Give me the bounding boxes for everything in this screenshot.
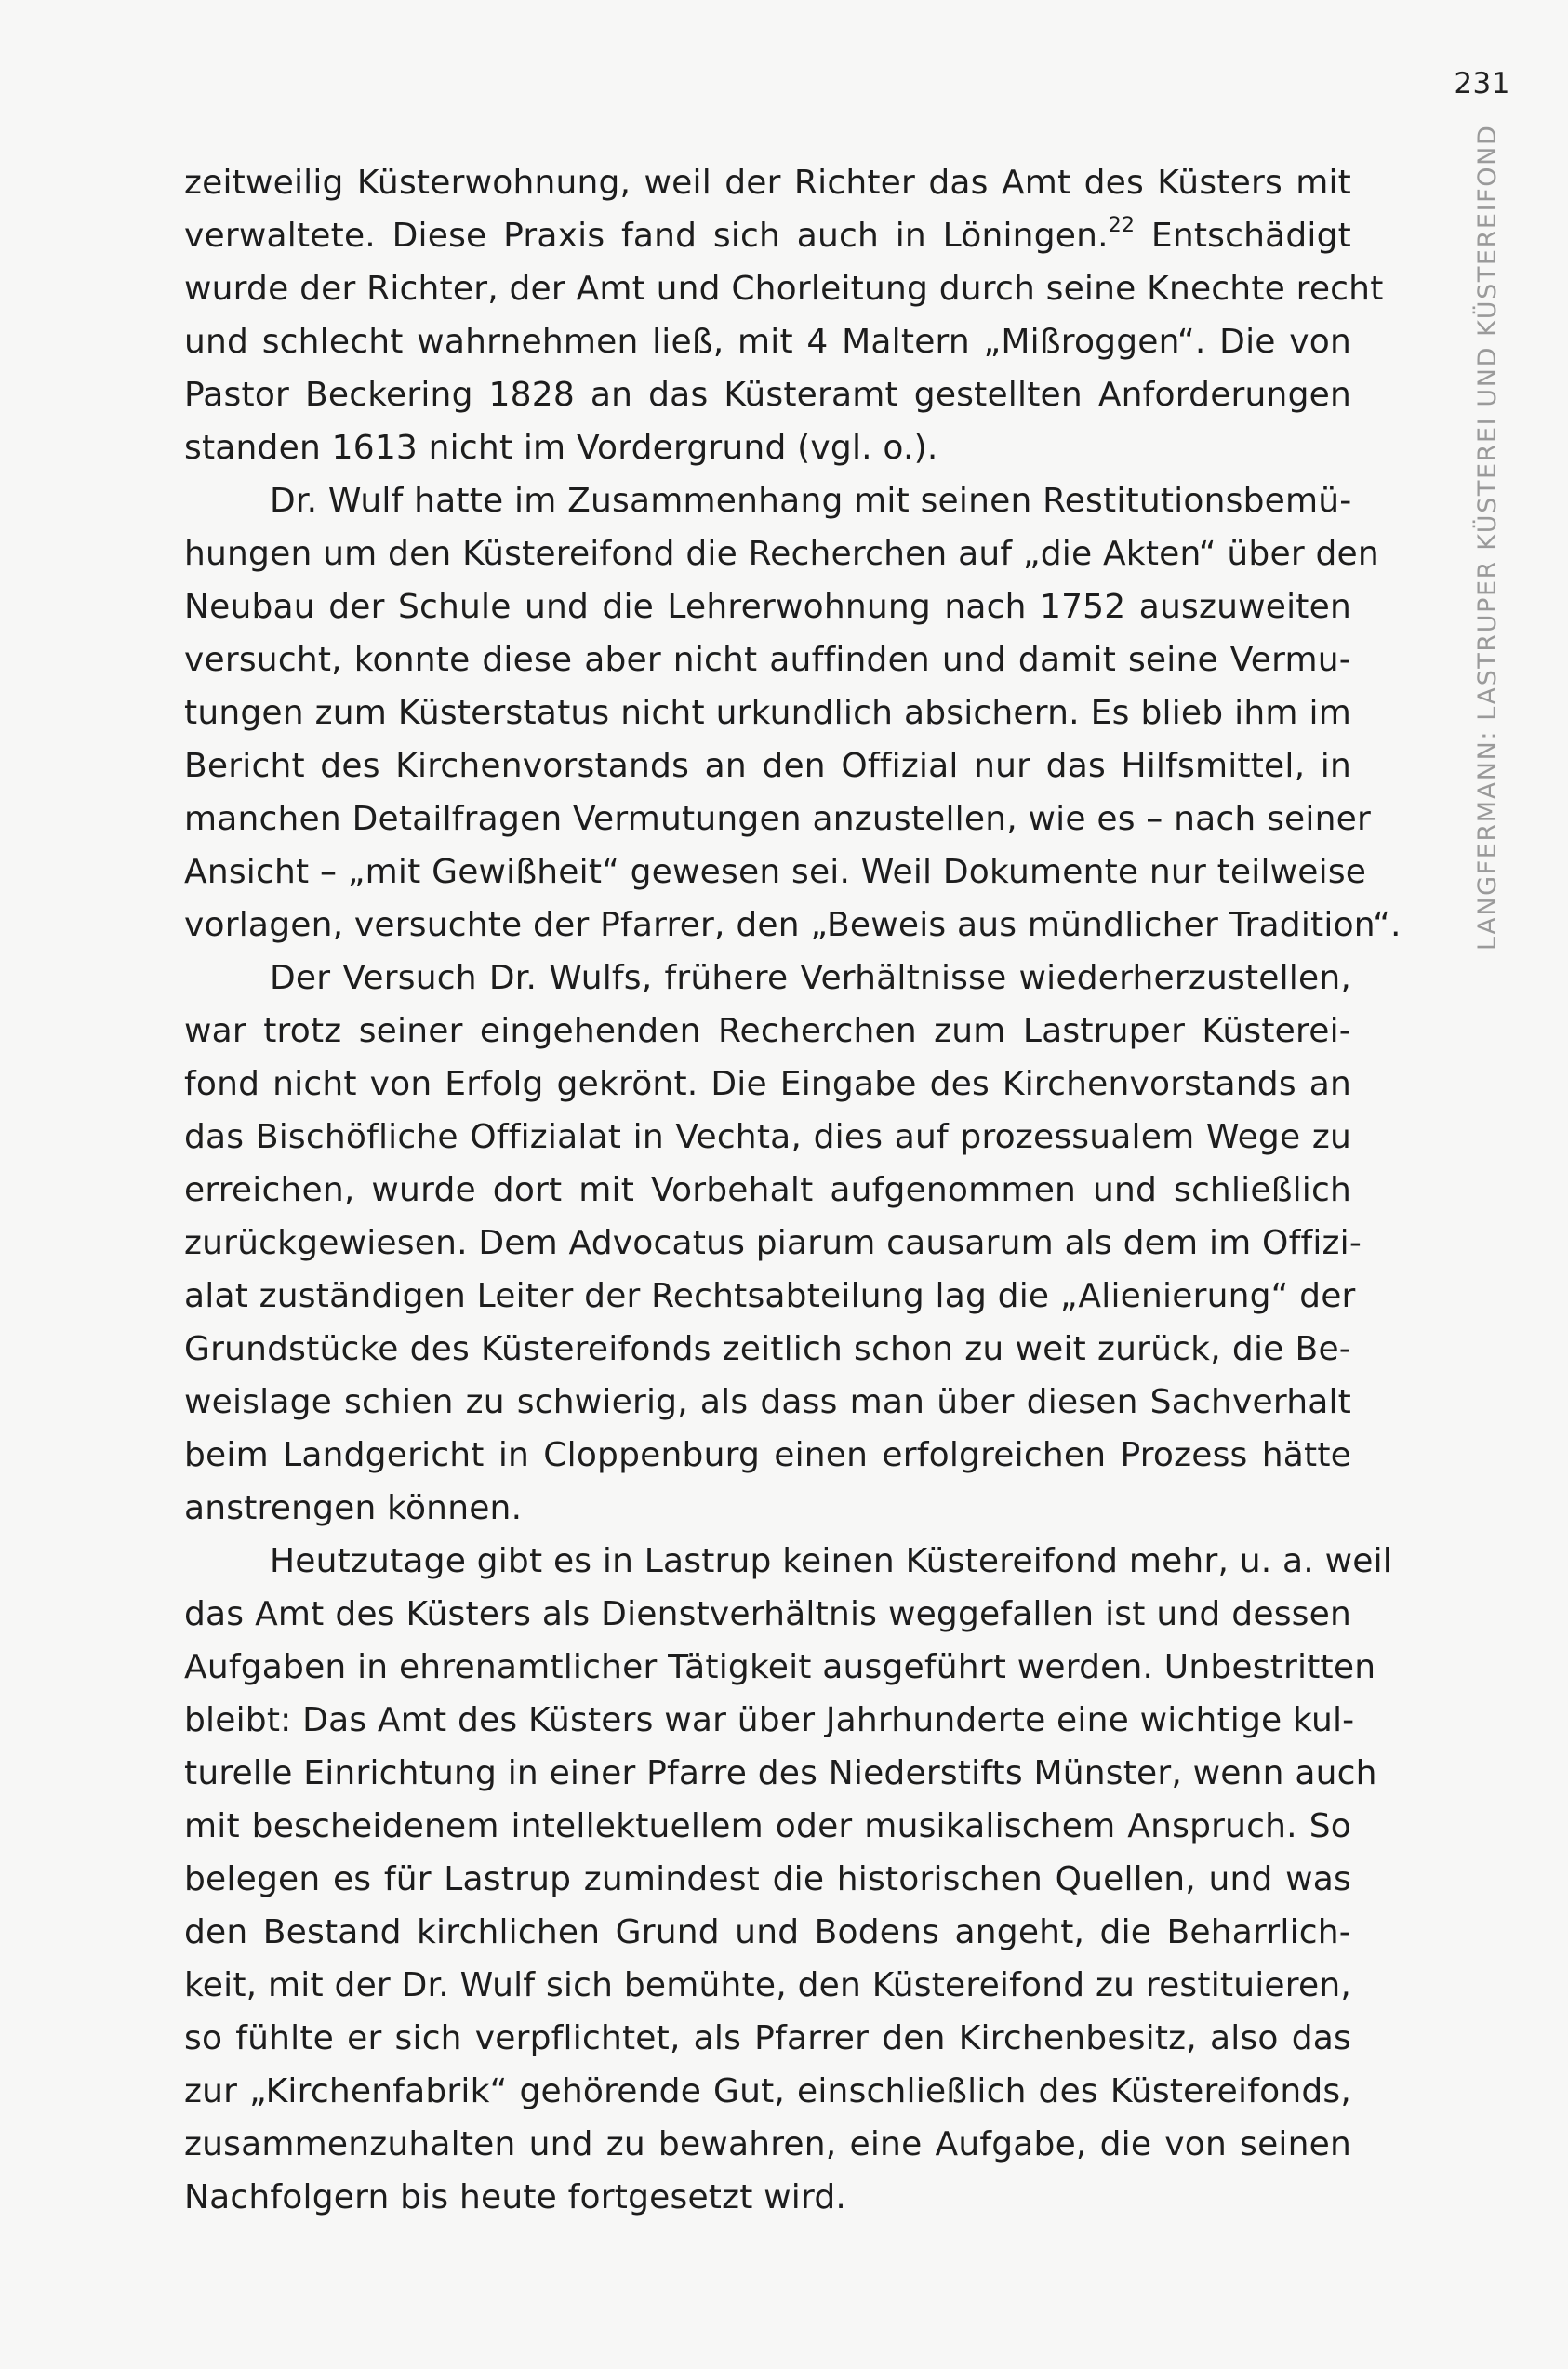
- text-line: so fühlte er sich verpflichtet, als Pfarrer den Kirchenbesitz, also das: [184, 2019, 1351, 2057]
- text-line: beim Landgericht in Cloppenburg einen erfolgreichen Prozess hätte: [184, 1436, 1351, 1474]
- text-line: belegen es für Lastrup zumindest die historischen Quellen, und was: [184, 1860, 1351, 1898]
- text-line: das Bischöfliche Offizialat in Vechta, dies auf prozessualem Wege zu: [184, 1118, 1351, 1156]
- text-line: vorlagen, versuchte der Pfarrer, den „Beweis aus mündlicher Tradition“.: [184, 906, 1402, 944]
- text-line: das Amt des Küsters als Dienstverhältnis weggefallen ist und dessen: [184, 1595, 1351, 1633]
- text-line: versucht, konnte diese aber nicht auffinden und damit seine Vermu-: [184, 641, 1351, 679]
- text-line: Der Versuch Dr. Wulfs, frühere Verhältnisse wiederherzustellen,: [270, 959, 1351, 997]
- text-line: standen 1613 nicht im Vordergrund (vgl. o.).: [184, 429, 938, 467]
- text-line-with-footnote: [184, 209, 1351, 262]
- text-line: weislage schien zu schwierig, als dass man über diesen Sachverhalt: [184, 1383, 1351, 1421]
- text-line: Nachfolgern bis heute fortgesetzt wird.: [184, 2178, 847, 2216]
- running-head: LANGFERMANN: LASTRUPER KÜSTEREI UND KÜSTEREIFOND: [1473, 124, 1502, 951]
- paragraph-3: [184, 952, 1362, 1535]
- text-line: Dr. Wulf hatte im Zusammenhang mit seinen Restitutionsbemü-: [270, 482, 1352, 520]
- footnote-reference[interactable]: 22: [1108, 214, 1136, 237]
- text-line: tungen zum Küsterstatus nicht urkundlich absichern. Es blieb ihm im: [184, 694, 1351, 732]
- text-line: hungen um den Küstereifond die Recherchen auf „die Akten“ über den: [184, 535, 1379, 573]
- text-line: bleibt: Das Amt des Küsters war über Jahrhunderte eine wichtige kul-: [184, 1701, 1355, 1739]
- text-line: zeitweilig Küsterwohnung, weil der Richter das Amt des Küsters mit: [184, 164, 1351, 202]
- text-line: mit bescheidenem intellektuellem oder musikalischem Anspruch. So: [184, 1807, 1351, 1845]
- text-line: Neubau der Schule und die Lehrerwohnung nach 1752 auszuweiten: [184, 588, 1351, 626]
- text-line: Grundstücke des Küstereifonds zeitlich schon zu weit zurück, die Be-: [184, 1330, 1351, 1368]
- text-fragment: verwaltete. Diese Praxis fand sich auch in Löningen.: [184, 217, 1109, 255]
- paragraph-4: [184, 1535, 1392, 2224]
- text-line: fond nicht von Erfolg gekrönt. Die Eingabe des Kirchenvorstands an: [184, 1065, 1351, 1103]
- text-line: Heutzutage gibt es in Lastrup keinen Küstereifond mehr, u. a. weil: [270, 1542, 1392, 1580]
- text-line: Pastor Beckering 1828 an das Küsteramt gestellten Anforderungen: [184, 376, 1351, 414]
- text-line: zusammenzuhalten und zu bewahren, eine Aufgabe, die von seinen: [184, 2125, 1351, 2163]
- text-line: manchen Detailfragen Vermutungen anzustellen, wie es – nach seiner: [184, 800, 1371, 838]
- text-line: Aufgaben in ehrenamtlicher Tätigkeit ausgeführt werden. Unbestritten: [184, 1648, 1376, 1686]
- text-line: alat zuständigen Leiter der Rechtsabteilung lag die „Alienierung“ der: [184, 1277, 1356, 1315]
- text-line: zurückgewiesen. Dem Advocatus piarum causarum als dem im Offizi-: [184, 1224, 1362, 1262]
- text-line: anstrengen können.: [184, 1489, 523, 1527]
- text-line: und schlecht wahrnehmen ließ, mit 4 Maltern „Mißroggen“. Die von: [184, 323, 1351, 361]
- text-line: zur „Kirchenfabrik“ gehörende Gut, einschließlich des Küstereifonds,: [184, 2072, 1351, 2110]
- body-text: [184, 156, 1402, 2224]
- page-number: 231: [1454, 67, 1510, 100]
- text-line: den Bestand kirchlichen Grund und Bodens angeht, die Beharrlich-: [184, 1913, 1351, 1951]
- paragraph-1: [184, 156, 1384, 474]
- paragraph-2: [184, 474, 1402, 952]
- text-line: Ansicht – „mit Gewißheit“ gewesen sei. Weil Dokumente nur teilweise: [184, 853, 1367, 891]
- text-line: turelle Einrichtung in einer Pfarre des Niederstifts Münster, wenn auch: [184, 1754, 1377, 1792]
- text-line: keit, mit der Dr. Wulf sich bemühte, den Küstereifond zu restituieren,: [184, 1966, 1351, 2004]
- text-line: erreichen, wurde dort mit Vorbehalt aufgenommen und schließlich: [184, 1171, 1351, 1209]
- text-line: Bericht des Kirchenvorstands an den Offizial nur das Hilfsmittel, in: [184, 747, 1351, 785]
- text-fragment: Entschädigt: [1150, 217, 1351, 255]
- text-line: war trotz seiner eingehenden Recherchen zum Lastruper Küsterei-: [184, 1012, 1351, 1050]
- text-line: wurde der Richter, der Amt und Chorleitung durch seine Knechte recht: [184, 270, 1384, 308]
